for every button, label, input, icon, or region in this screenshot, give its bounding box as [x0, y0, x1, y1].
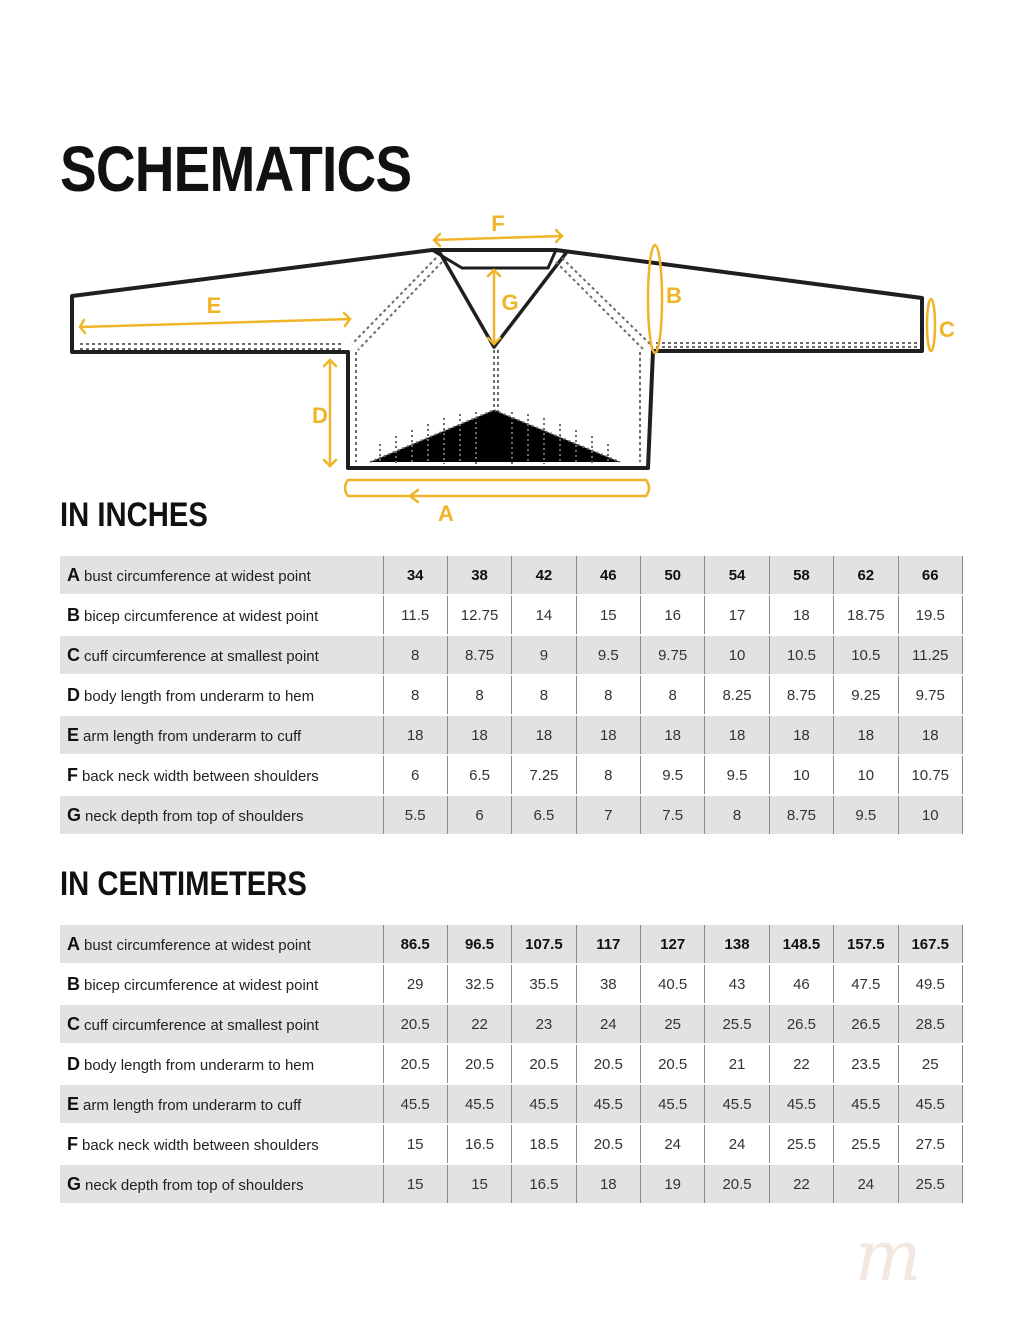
table-cell: 8 [383, 635, 447, 675]
table-cell: 22 [769, 1044, 833, 1084]
measurement-key: C [67, 1013, 80, 1034]
table-cell: 26.5 [769, 1004, 833, 1044]
table-cell: 167.5 [898, 925, 963, 964]
table-row [60, 635, 963, 675]
table-cell: 18 [834, 715, 898, 755]
section-heading-inches: IN INCHES [60, 496, 208, 534]
table-cell: 38 [447, 556, 511, 595]
table-cell: 5.5 [383, 795, 447, 835]
table-cell: 9.5 [576, 635, 640, 675]
table-cell: 15 [383, 1164, 447, 1204]
table-cell: 29 [383, 964, 447, 1004]
measurement-label-cell [60, 635, 383, 675]
table-cell: 8 [641, 675, 705, 715]
measurement-label-cell [60, 556, 383, 595]
table-cell: 45.5 [641, 1084, 705, 1124]
label-f: F [491, 211, 505, 236]
table-row [60, 556, 963, 595]
measurement-label-cell [60, 964, 383, 1004]
table-cell: 18 [898, 715, 963, 755]
table-row [60, 675, 963, 715]
table-cell: 86.5 [383, 925, 447, 964]
table-cell: 127 [641, 925, 705, 964]
table-cell: 24 [705, 1124, 769, 1164]
table-row [60, 925, 963, 964]
table-cell: 6.5 [447, 755, 511, 795]
table-cell: 8.25 [705, 675, 769, 715]
measurement-label-cell [60, 925, 383, 964]
table-cell: 96.5 [447, 925, 511, 964]
table-cell: 46 [769, 964, 833, 1004]
table-cell: 20.5 [576, 1044, 640, 1084]
table-cell: 8 [576, 675, 640, 715]
table-cell: 20.5 [705, 1164, 769, 1204]
table-cell: 45.5 [705, 1084, 769, 1124]
table-cell: 6 [383, 755, 447, 795]
table-cell: 25 [641, 1004, 705, 1044]
table-cell: 17 [705, 595, 769, 635]
table-cell: 14 [512, 595, 576, 635]
measurement-key: G [67, 804, 82, 825]
measurement-key: A [67, 933, 80, 954]
table-row [60, 1124, 963, 1164]
measurement-label-cell [60, 595, 383, 635]
table-cell: 25.5 [769, 1124, 833, 1164]
measurement-key: B [67, 973, 80, 994]
table-cell: 10.75 [898, 755, 963, 795]
measurement-description: back neck width between shoulders [82, 1136, 319, 1154]
table-cell: 18 [383, 715, 447, 755]
measurement-key: D [67, 1053, 80, 1074]
table-cell: 18.5 [512, 1124, 576, 1164]
table-row [60, 595, 963, 635]
table-cell: 45.5 [834, 1084, 898, 1124]
table-cell: 22 [447, 1004, 511, 1044]
measurements-table-centimeters [60, 925, 963, 1205]
measurement-description: back neck width between shoulders [82, 767, 319, 785]
measurement-label-cell [60, 795, 383, 835]
hem-ribbing [370, 410, 620, 464]
measurement-label-cell [60, 755, 383, 795]
table-cell: 23 [512, 1004, 576, 1044]
measurement-key: F [67, 1133, 78, 1154]
table-cell: 45.5 [383, 1084, 447, 1124]
measurement-description: neck depth from top of shoulders [85, 807, 304, 825]
table-cell: 24 [576, 1004, 640, 1044]
measurement-description: neck depth from top of shoulders [85, 1176, 304, 1194]
table-cell: 42 [512, 556, 576, 595]
table-cell: 8 [383, 675, 447, 715]
table-cell: 107.5 [512, 925, 576, 964]
table-cell: 157.5 [834, 925, 898, 964]
table-cell: 18 [576, 1164, 640, 1204]
table-cell: 10 [834, 755, 898, 795]
table-cell: 47.5 [834, 964, 898, 1004]
table-row [60, 1044, 963, 1084]
table-cell: 12.75 [447, 595, 511, 635]
table-row [60, 1004, 963, 1044]
table-cell: 25 [898, 1044, 963, 1084]
table-cell: 8.75 [769, 675, 833, 715]
measurement-key: E [67, 1093, 80, 1114]
table-cell: 28.5 [898, 1004, 963, 1044]
table-cell: 9.75 [898, 675, 963, 715]
label-b: B [666, 283, 682, 308]
table-cell: 9.25 [834, 675, 898, 715]
label-d: D [312, 403, 328, 428]
table-cell: 19.5 [898, 595, 963, 635]
measurement-label-cell [60, 715, 383, 755]
measurement-label-cell [60, 1044, 383, 1084]
table-cell: 148.5 [769, 925, 833, 964]
table-cell: 34 [383, 556, 447, 595]
table-cell: 46 [576, 556, 640, 595]
measurement-description: arm length from underarm to cuff [83, 727, 302, 745]
table-cell: 18.75 [834, 595, 898, 635]
table-cell: 10 [898, 795, 963, 835]
table-cell: 18 [705, 715, 769, 755]
table-cell: 26.5 [834, 1004, 898, 1044]
table-row [60, 964, 963, 1004]
table-cell: 35.5 [512, 964, 576, 1004]
page-title: SCHEMATICS [60, 133, 412, 205]
measurement-key: A [67, 564, 80, 585]
table-cell: 18 [576, 715, 640, 755]
measurement-description: body length from underarm to hem [84, 687, 315, 705]
table-cell: 45.5 [447, 1084, 511, 1124]
table-cell: 50 [641, 556, 705, 595]
table-cell: 25.5 [705, 1004, 769, 1044]
table-cell: 9 [512, 635, 576, 675]
measurement-label-cell [60, 1124, 383, 1164]
table-cell: 20.5 [641, 1044, 705, 1084]
table-cell: 19 [641, 1164, 705, 1204]
table-cell: 66 [898, 556, 963, 595]
table-cell: 8 [512, 675, 576, 715]
table-cell: 8.75 [447, 635, 511, 675]
table-row [60, 795, 963, 835]
table-cell: 8 [447, 675, 511, 715]
sweater-schematic-diagram [0, 200, 1024, 530]
table-cell: 38 [576, 964, 640, 1004]
table-cell: 11.25 [898, 635, 963, 675]
table-cell: 8 [705, 795, 769, 835]
table-cell: 62 [834, 556, 898, 595]
table-cell: 8.75 [769, 795, 833, 835]
measurement-label-cell [60, 1164, 383, 1204]
table-cell: 20.5 [447, 1044, 511, 1084]
table-cell: 45.5 [576, 1084, 640, 1124]
measurement-key: C [67, 644, 80, 665]
measurement-label-cell [60, 1084, 383, 1124]
label-a: A [438, 501, 454, 526]
measurement-label-cell [60, 675, 383, 715]
table-cell: 25.5 [834, 1124, 898, 1164]
table-row [60, 1084, 963, 1124]
measurement-description: cuff circumference at smallest point [84, 1016, 319, 1034]
table-cell: 16.5 [447, 1124, 511, 1164]
table-cell: 16 [641, 595, 705, 635]
table-cell: 25.5 [898, 1164, 963, 1204]
measurement-key: D [67, 684, 80, 705]
table-cell: 7 [576, 795, 640, 835]
measurement-description: cuff circumference at smallest point [84, 647, 319, 665]
measurement-key: G [67, 1173, 82, 1194]
measurement-description: body length from underarm to hem [84, 1056, 315, 1074]
table-cell: 32.5 [447, 964, 511, 1004]
table-cell: 138 [705, 925, 769, 964]
table-cell: 24 [641, 1124, 705, 1164]
table-cell: 8 [576, 755, 640, 795]
table-cell: 18 [447, 715, 511, 755]
table-cell: 7.25 [512, 755, 576, 795]
table-cell: 45.5 [769, 1084, 833, 1124]
table-row [60, 1164, 963, 1204]
label-g: G [501, 290, 519, 315]
table-cell: 43 [705, 964, 769, 1004]
measurement-description: bicep circumference at widest point [84, 607, 319, 625]
table-cell: 10 [705, 635, 769, 675]
measurement-description: bust circumference at widest point [84, 567, 311, 585]
table-cell: 23.5 [834, 1044, 898, 1084]
table-cell: 117 [576, 925, 640, 964]
measurement-description: bicep circumference at widest point [84, 976, 319, 994]
measurement-key: B [67, 604, 80, 625]
table-cell: 9.5 [641, 755, 705, 795]
table-cell: 49.5 [898, 964, 963, 1004]
table-cell: 6 [447, 795, 511, 835]
table-cell: 10 [769, 755, 833, 795]
table-cell: 24 [834, 1164, 898, 1204]
table-cell: 7.5 [641, 795, 705, 835]
label-e: E [206, 293, 222, 318]
table-cell: 9.5 [834, 795, 898, 835]
table-cell: 9.5 [705, 755, 769, 795]
measurement-description: bust circumference at widest point [84, 936, 311, 954]
table-cell: 45.5 [898, 1084, 963, 1124]
table-cell: 10.5 [769, 635, 833, 675]
measurements-table-inches [60, 556, 963, 836]
table-cell: 9.75 [641, 635, 705, 675]
table-cell: 18 [641, 715, 705, 755]
table-cell: 16.5 [512, 1164, 576, 1204]
table-cell: 22 [769, 1164, 833, 1204]
measurement-description: arm length from underarm to cuff [83, 1096, 302, 1114]
table-cell: 54 [705, 556, 769, 595]
table-row [60, 755, 963, 795]
table-row [60, 715, 963, 755]
label-c: C [939, 317, 955, 342]
table-cell: 15 [576, 595, 640, 635]
table-cell: 18 [769, 715, 833, 755]
logo-watermark: m [855, 1215, 922, 1297]
measurement-key: E [67, 724, 80, 745]
table-cell: 18 [769, 595, 833, 635]
table-cell: 58 [769, 556, 833, 595]
measurement-key: F [67, 764, 78, 785]
table-cell: 18 [512, 715, 576, 755]
table-cell: 10.5 [834, 635, 898, 675]
table-cell: 15 [383, 1124, 447, 1164]
table-cell: 6.5 [512, 795, 576, 835]
measurement-label-cell [60, 1004, 383, 1044]
table-cell: 15 [447, 1164, 511, 1204]
table-cell: 45.5 [512, 1084, 576, 1124]
table-cell: 21 [705, 1044, 769, 1084]
table-cell: 40.5 [641, 964, 705, 1004]
table-cell: 11.5 [383, 595, 447, 635]
table-cell: 20.5 [383, 1044, 447, 1084]
section-heading-centimeters: IN CENTIMETERS [60, 865, 307, 903]
table-cell: 27.5 [898, 1124, 963, 1164]
table-cell: 20.5 [576, 1124, 640, 1164]
table-cell: 20.5 [512, 1044, 576, 1084]
table-cell: 20.5 [383, 1004, 447, 1044]
